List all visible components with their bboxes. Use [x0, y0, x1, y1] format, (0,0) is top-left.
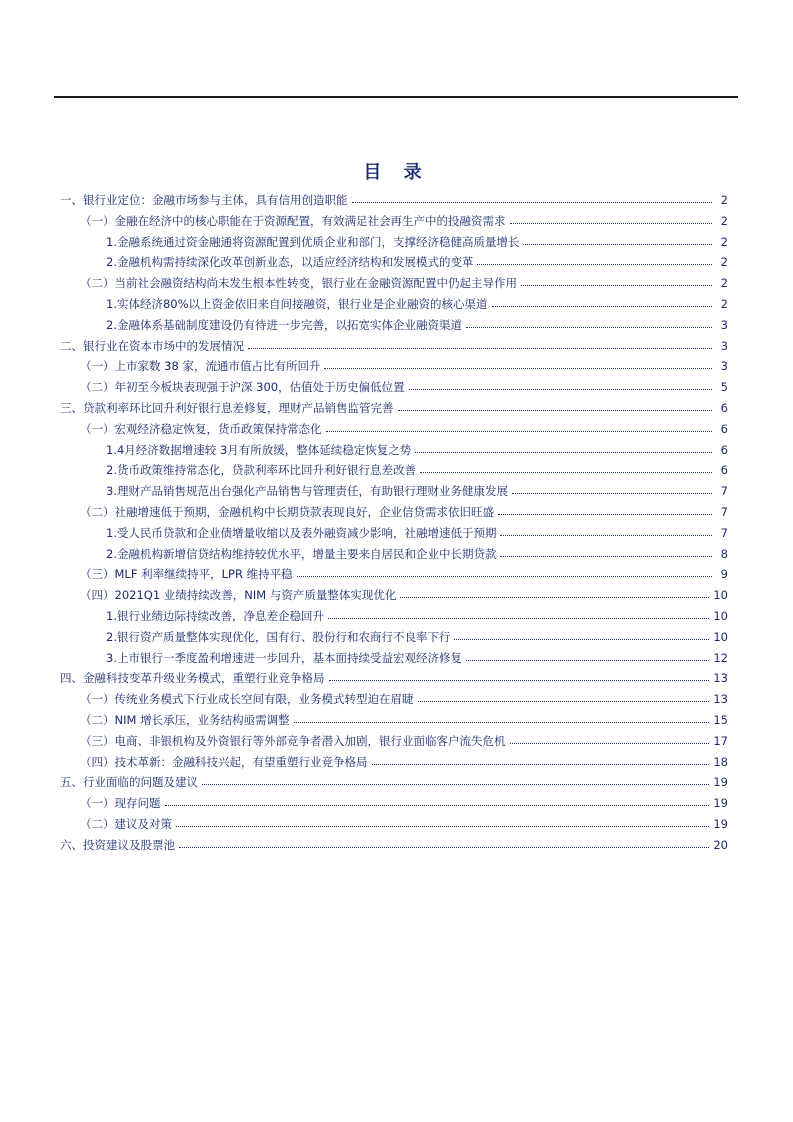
- toc-entry[interactable]: [60, 627, 728, 648]
- toc-page-number: 2: [720, 296, 728, 311]
- toc-entry[interactable]: [60, 606, 728, 627]
- toc-dot-leader: [510, 735, 710, 744]
- toc-page-number: 2: [720, 234, 728, 249]
- toc-entry-text: 2.金融机构需持续深化改革创新业态，以适应经济结构和发展模式的变革: [106, 255, 474, 270]
- toc-dot-leader: [466, 652, 709, 661]
- toc-entry-text: （四）技术革新：金融科技兴起，有望重塑行业竞争格局: [80, 754, 368, 769]
- toc-entry-text: 四、金融科技变革升级业务模式，重塑行业竞争格局: [60, 671, 325, 686]
- toc-entry[interactable]: [60, 252, 728, 273]
- toc-entry[interactable]: [60, 710, 728, 731]
- toc-entry-text: 1.实体经济80%以上资金依旧来自间接融资，银行业是企业融资的核心渠道: [106, 296, 488, 311]
- toc-entry-text: 2.银行资产质量整体实现优化，国有行、股份行和农商行不良率下行: [106, 629, 451, 644]
- toc-page-number: 15: [713, 712, 728, 727]
- toc-dot-leader: [521, 277, 712, 286]
- toc-entry-text: 1.4月经济数据增速较 3月有所放缓，整体延续稳定恢复之势: [106, 442, 412, 457]
- toc-entry[interactable]: [60, 585, 728, 606]
- toc-dot-leader: [176, 818, 709, 827]
- toc-entry-text: 1.银行业绩边际持续改善，净息差企稳回升: [106, 608, 324, 623]
- toc-entry-text: （一）上市家数 38 家，流通市值占比有所回升: [80, 359, 321, 374]
- toc-entry[interactable]: [60, 544, 728, 565]
- toc-entry-text: （三）MLF 利率继续持平，LPR 维持平稳: [80, 567, 293, 582]
- toc-page-number: 12: [713, 650, 728, 665]
- toc-dot-leader: [165, 797, 710, 806]
- toc-entry[interactable]: [60, 419, 728, 440]
- toc-page-number: 13: [713, 692, 728, 707]
- toc-entry[interactable]: [60, 440, 728, 461]
- toc-entry-text: 三、贷款利率环比回升利好银行息差修复，理财产品销售监管完善: [60, 400, 394, 415]
- toc-entry[interactable]: [60, 273, 728, 294]
- toc-entry-text: （二）年初至今板块表现强于沪深 300，估值处于历史偏低位置: [80, 380, 405, 395]
- toc-entry[interactable]: [60, 772, 728, 793]
- toc-page-number: 10: [713, 588, 728, 603]
- toc-entry[interactable]: [60, 460, 728, 481]
- toc-dot-leader: [498, 506, 712, 515]
- table-of-contents: [60, 190, 728, 856]
- toc-entry[interactable]: [60, 502, 728, 523]
- toc-dot-leader: [492, 298, 712, 307]
- header-rule: [54, 96, 738, 98]
- toc-dot-leader: [420, 464, 712, 473]
- toc-entry[interactable]: [60, 294, 728, 315]
- toc-dot-leader: [326, 423, 713, 432]
- toc-entry-text: 2.货币政策维持常态化，贷款利率环比回升利好银行息差改善: [106, 463, 416, 478]
- toc-entry-text: 3.理财产品销售规范出台强化产品销售与管理责任，有助银行理财业务健康发展: [106, 484, 508, 499]
- toc-page-number: 10: [713, 629, 728, 644]
- toc-entry-text: 一、银行业定位：金融市场参与主体，具有信用创造职能: [60, 193, 348, 207]
- toc-entry[interactable]: [60, 689, 728, 710]
- toc-page-number: 17: [713, 733, 728, 748]
- toc-page-number: 7: [720, 525, 728, 540]
- toc-entry-text: 六、投资建议及股票池: [60, 837, 175, 852]
- toc-entry[interactable]: [60, 564, 728, 585]
- toc-page-number: 2: [720, 193, 728, 207]
- toc-page-number: 6: [720, 421, 728, 436]
- toc-entry-text: （二）当前社会融资结构尚未发生根本性转变，银行业在金融资源配置中仍起主导作用: [80, 276, 517, 291]
- toc-entry-text: 3.上市银行一季度盈利增速进一步回升，基本面持续受益宏观经济修复: [106, 650, 462, 665]
- toc-dot-leader: [466, 319, 712, 328]
- toc-entry-text: 1.金融系统通过资金融通将资源配置到优质企业和部门，支撑经济稳健高质量增长: [106, 234, 520, 249]
- toc-page-number: 6: [720, 463, 728, 478]
- toc-entry-text: 2.金融机构新增信贷结构维持较优水平，增量主要来自居民和企业中长期贷款: [106, 546, 497, 561]
- toc-dot-leader: [372, 756, 710, 765]
- toc-entry[interactable]: [60, 190, 728, 211]
- toc-page-number: 19: [713, 816, 728, 831]
- toc-entry-text: （一）宏观经济稳定恢复，货币政策保持常态化: [80, 421, 322, 436]
- toc-entry[interactable]: [60, 668, 728, 689]
- toc-entry-text: （三）电商、非银机构及外资银行等外部竞争者潜入加剧，银行业面临客户流失危机: [80, 733, 506, 748]
- toc-page-number: 9: [720, 567, 728, 582]
- toc-dot-leader: [248, 340, 712, 349]
- toc-page-number: 3: [720, 359, 728, 374]
- toc-page-number: 5: [720, 380, 728, 395]
- toc-dot-leader: [297, 568, 712, 577]
- toc-dot-leader: [179, 839, 709, 848]
- toc-entry[interactable]: [60, 336, 728, 357]
- toc-page-number: 18: [713, 754, 728, 769]
- toc-page-number: 19: [713, 796, 728, 811]
- toc-entry[interactable]: [60, 835, 728, 856]
- toc-dot-leader: [202, 776, 709, 785]
- toc-entry-text: 2.金融体系基础制度建设仍有待进一步完善，以拓宽实体企业融资渠道: [106, 317, 462, 332]
- toc-dot-leader: [512, 485, 712, 494]
- toc-entry-text: （一）现存问题: [80, 796, 161, 811]
- toc-entry-text: 五、行业面临的问题及建议: [60, 775, 198, 790]
- toc-entry-text: （二）NIM 增长承压，业务结构亟需调整: [80, 712, 290, 727]
- toc-entry[interactable]: [60, 211, 728, 232]
- toc-page-number: 6: [720, 442, 728, 457]
- toc-page-number: 2: [720, 276, 728, 291]
- toc-entry-text: （四）2021Q1 业绩持续改善，NIM 与资产质量整体实现优化: [80, 588, 397, 603]
- toc-dot-leader: [500, 548, 712, 557]
- toc-page-number: 7: [720, 484, 728, 499]
- toc-dot-leader: [510, 215, 713, 224]
- toc-entry-text: （二）建议及对策: [80, 816, 172, 831]
- toc-dot-leader: [454, 631, 709, 640]
- toc-dot-leader: [329, 672, 710, 681]
- toc-dot-leader: [324, 360, 712, 369]
- toc-entry-text: （一）传统业务模式下行业成长空间有限，业务模式转型迫在眉睫: [80, 692, 414, 707]
- toc-dot-leader: [398, 402, 713, 411]
- toc-entry[interactable]: [60, 814, 728, 835]
- toc-page-number: 20: [713, 837, 728, 852]
- toc-page-number: 2: [720, 213, 728, 228]
- toc-dot-leader: [409, 381, 712, 390]
- toc-entry[interactable]: [60, 398, 728, 419]
- toc-page-number: 8: [720, 546, 728, 561]
- toc-entry[interactable]: [60, 752, 728, 773]
- toc-entry[interactable]: [60, 356, 728, 377]
- toc-entry[interactable]: [60, 793, 728, 814]
- toc-entry-text: （二）社融增速低于预期，金融机构中长期贷款表现良好，企业信贷需求依旧旺盛: [80, 504, 494, 519]
- toc-entry-text: 二、银行业在资本市场中的发展情况: [60, 338, 244, 353]
- toc-entry-text: （一）金融在经济中的核心职能在于资源配置，有效满足社会再生产中的投融资需求: [80, 213, 506, 228]
- toc-dot-leader: [328, 610, 709, 619]
- toc-dot-leader: [477, 256, 712, 265]
- toc-dot-leader: [523, 236, 712, 245]
- toc-entry-text: 1.受人民币贷款和企业债增量收缩以及表外融资减少影响，社融增速低于预期: [106, 525, 497, 540]
- toc-entry[interactable]: [60, 731, 728, 752]
- toc-page-number: 6: [720, 400, 728, 415]
- toc-entry[interactable]: [60, 523, 728, 544]
- toc-entry[interactable]: [60, 315, 728, 336]
- toc-page-number: 7: [720, 504, 728, 519]
- toc-dot-leader: [415, 444, 712, 453]
- toc-page-number: 13: [713, 671, 728, 686]
- toc-dot-leader: [352, 194, 713, 203]
- toc-page-number: 19: [713, 775, 728, 790]
- toc-entry[interactable]: [60, 648, 728, 669]
- toc-entry[interactable]: [60, 481, 728, 502]
- toc-entry[interactable]: [60, 377, 728, 398]
- toc-page-number: 3: [720, 338, 728, 353]
- page-title: 目 录: [363, 162, 430, 183]
- toc-dot-leader: [400, 589, 709, 598]
- toc-page-number: 3: [720, 317, 728, 332]
- toc-page-number: 2: [720, 255, 728, 270]
- toc-page-number: 10: [713, 608, 728, 623]
- toc-entry[interactable]: [60, 232, 728, 253]
- toc-dot-leader: [294, 714, 710, 723]
- toc-dot-leader: [500, 527, 712, 536]
- toc-dot-leader: [418, 693, 710, 702]
